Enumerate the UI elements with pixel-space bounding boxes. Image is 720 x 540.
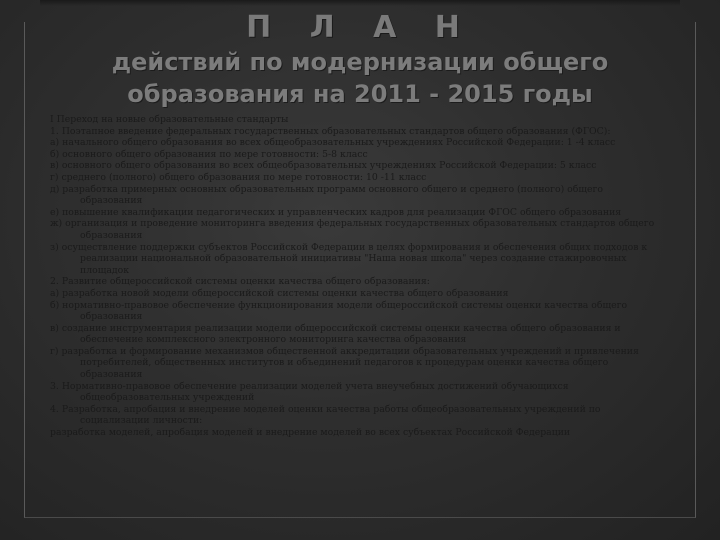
body-line: а) разработка новой модели общероссийской системы оценки качества общего образования — [50, 287, 509, 299]
body-line: площадок — [80, 264, 130, 276]
body-line: 4. Разработка, апробация и внедрение моделей оценки качества работы общеобразовательных учреждений по — [50, 403, 601, 415]
body-line: обеспечение комплексного электронного мониторинга качества образования — [80, 334, 467, 346]
body-line: г) разработка и формирование механизмов общественной аккредитации образовательных учреждений и привлечения — [50, 345, 639, 357]
body-line: потребителей, общественных институтов и объединений педагогов к процедурам оценки качества общего — [80, 357, 609, 369]
body-line: е) повышение квалификации педагогических и управленческих кадров для реализации ФГОС общего образования — [50, 206, 622, 218]
slide-title-subtitle-1: действий по модернизации общего — [111, 48, 609, 76]
body-line: в) создание инструментария реализации модели общероссийской системы оценки качества общего образования и — [50, 322, 621, 334]
body-line: I Переход на новые образовательные стандарты — [50, 114, 289, 125]
body-line: образования — [80, 229, 143, 241]
body-line: образования — [80, 195, 143, 207]
body-line: 1. Поэтапное введение федеральных государственных образовательных стандартов общего образования (ФГОС): — [50, 125, 611, 137]
body-line: г) среднего (полного) общего образования по мере готовности: 10 -11 класс — [50, 171, 427, 183]
slide-title-plan: П Л А Н — [246, 10, 474, 45]
body-line: ж) организация и проведение мониторинга введения федеральных государственных образовательных стандартов общего — [50, 218, 655, 230]
body-line: а) начального общего образования во всех общеобразовательных учреждениях Российской Федерации: 1 -4 класс — [50, 137, 616, 149]
body-line: социализации личности: — [80, 415, 203, 427]
body-line: б) основного общего образования по мере готовности: 5-8 класс — [50, 148, 368, 160]
slide-title-subtitle-2: образования на 2011 - 2015 годы — [127, 80, 593, 108]
body-line: общеобразовательных учреждений — [80, 392, 255, 404]
body-line: образования — [80, 311, 143, 323]
body-line: реализации национальной образовательной инициативы "Наша новая школа" через создание стажировочных — [80, 253, 627, 265]
top-accent-bar — [40, 0, 680, 6]
body-line: в) основного общего образования во всех общеобразовательных учреждениях Российской Федерации: 5 класс — [50, 160, 597, 172]
body-line: 2. Развитие общероссийской системы оценки качества общего образования: — [50, 276, 430, 288]
body-line: 3. Нормативно-правовое обеспечение реализации моделей учета внеучебных достижений обучающихся — [50, 380, 569, 392]
body-line: д) разработка примерных основных образовательных программ основного общего и среднего (полного) общего — [50, 183, 603, 195]
body-line: з) осуществление поддержки субъектов Российской Федерации в целях формирования и обеспечения общих подходов к — [50, 241, 648, 253]
body-line: разработка моделей, апробация моделей и внедрение моделей во всех субъектах Российской Федерации — [50, 427, 571, 439]
body-line: образования — [80, 369, 143, 381]
slide-body-text — [50, 114, 682, 439]
body-line: б) нормативно-правовое обеспечение функционирования модели общероссийской системы оценки качества общего — [50, 299, 628, 311]
